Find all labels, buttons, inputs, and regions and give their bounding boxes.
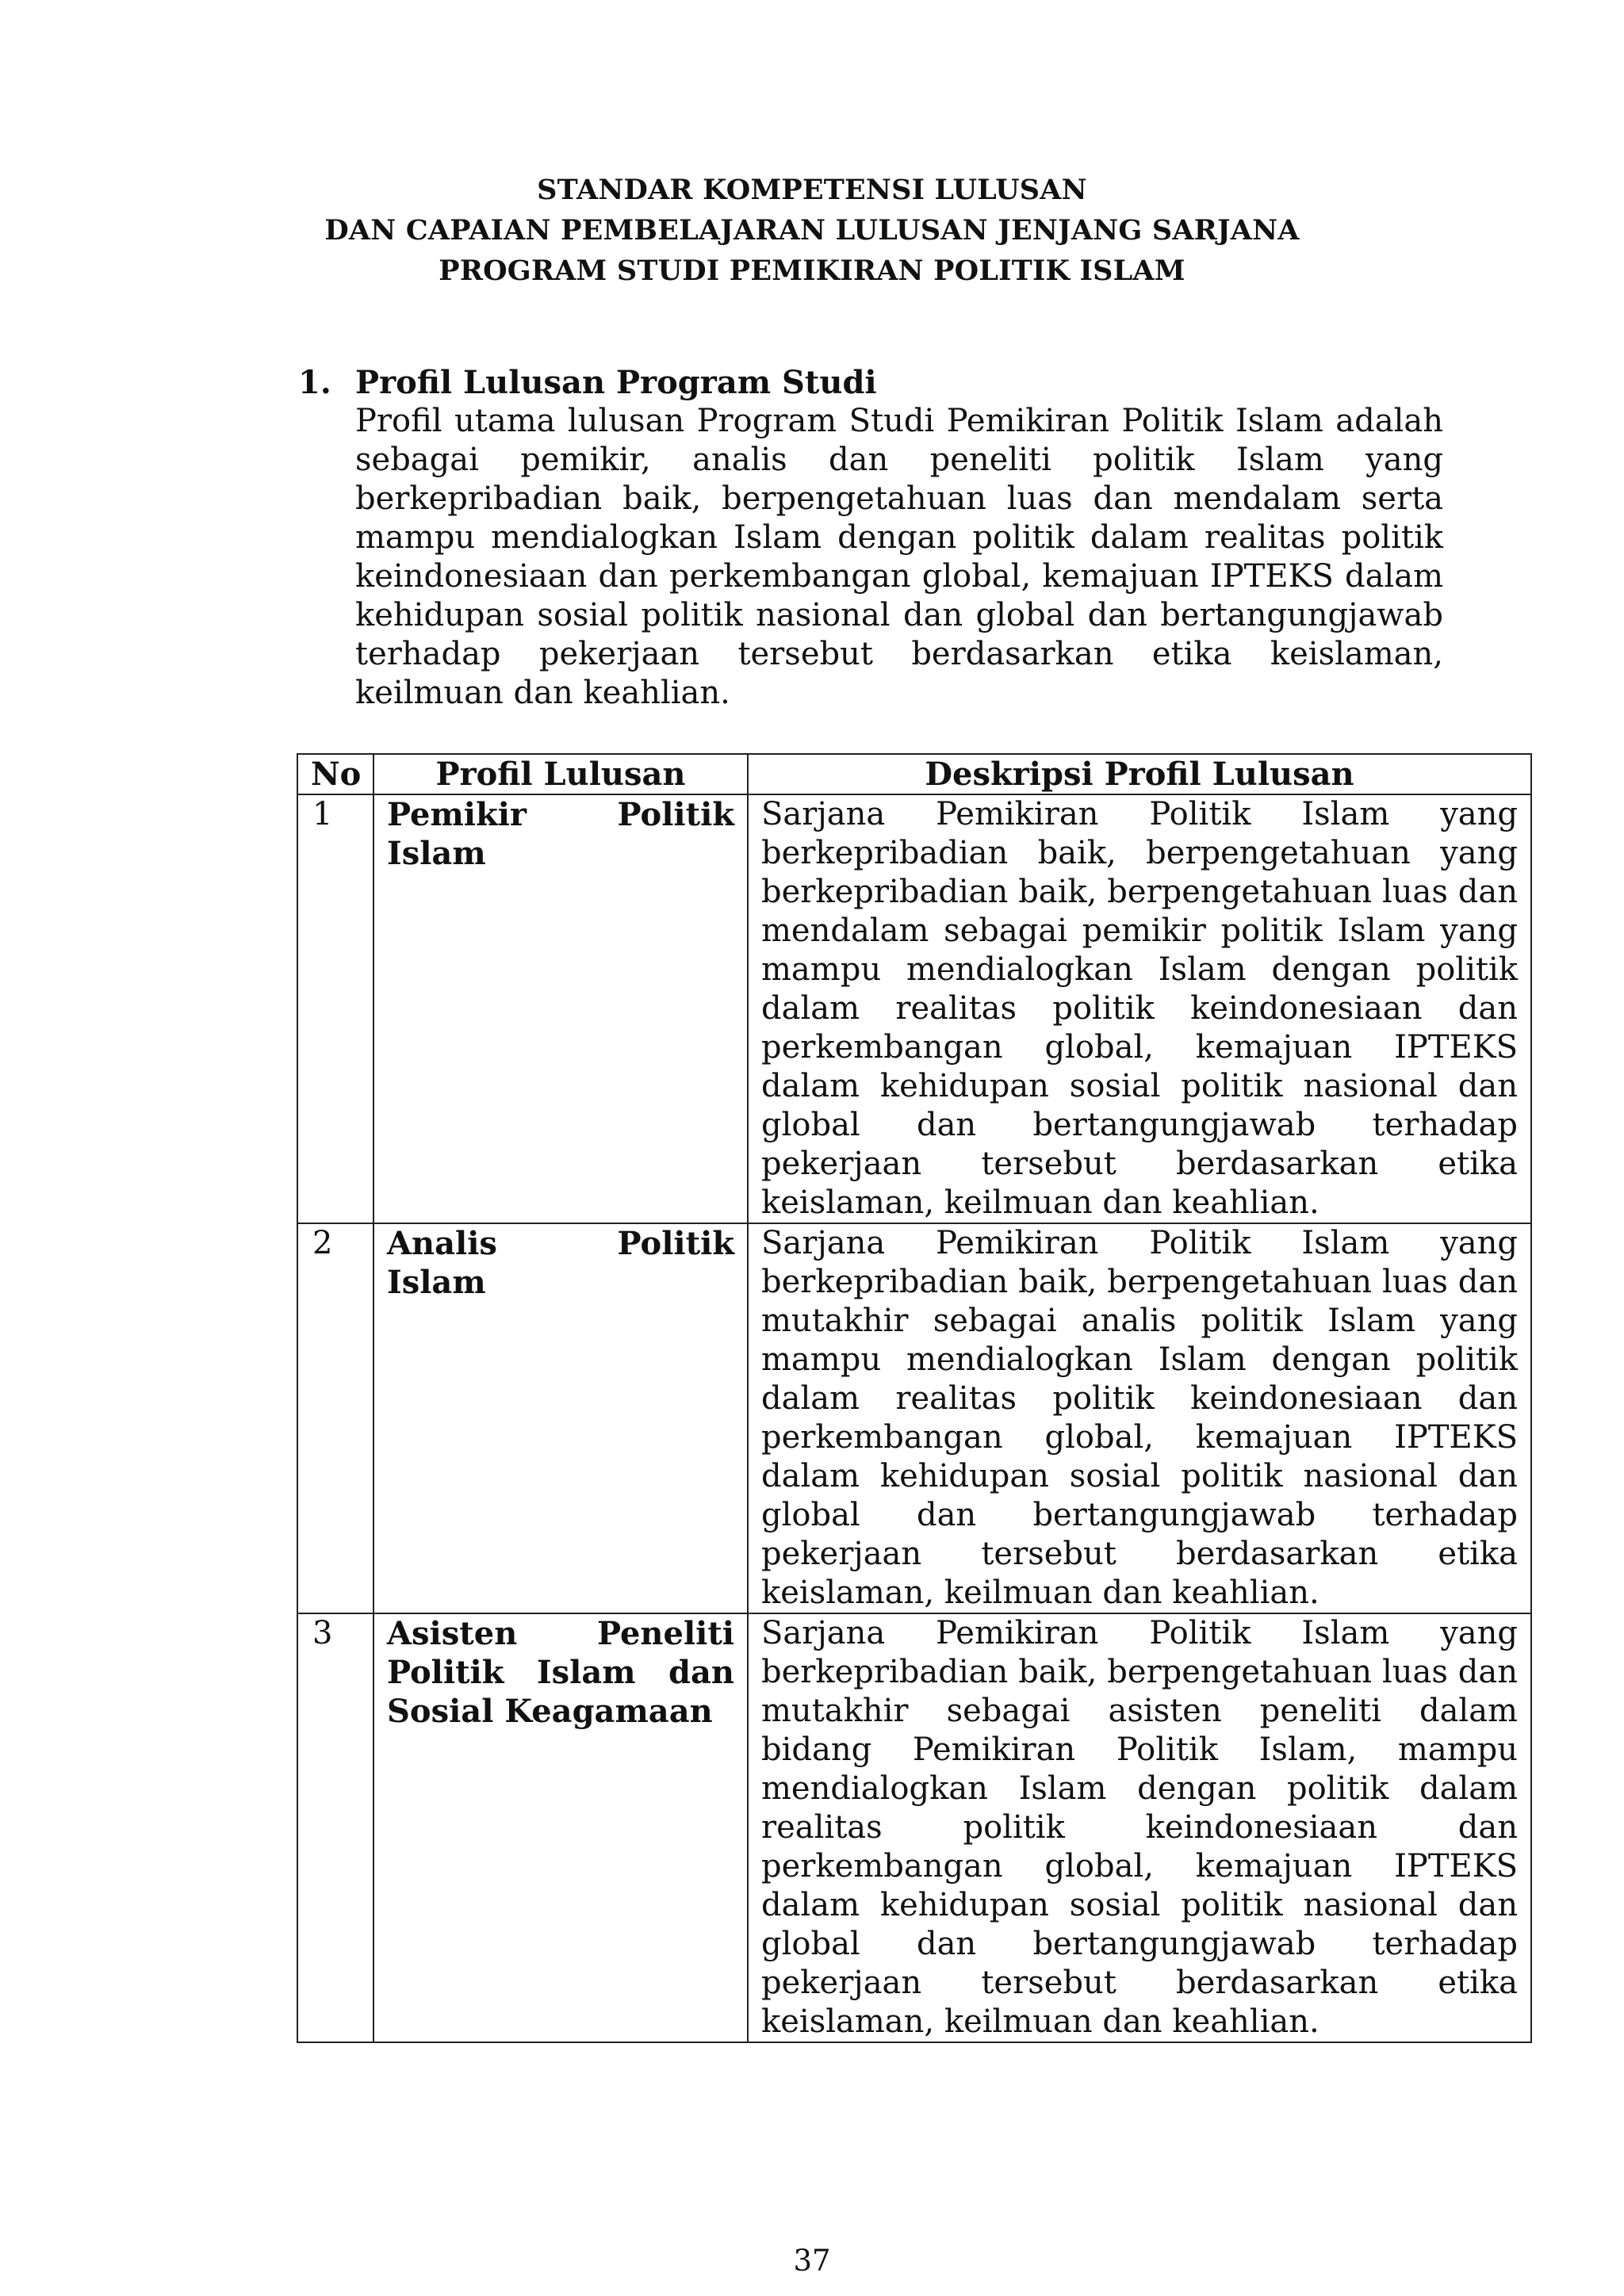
section-profil-lulusan	[298, 363, 1443, 713]
title-line-1: STANDAR KOMPETENSI LULUSAN	[537, 174, 1087, 206]
table-row	[297, 794, 1531, 1223]
section-paragraph: Profil utama lulusan Program Studi Pemikiran Politik Islam adalah sebagai pemikir, analis dan peneliti politik Islam yang berkepribadian baik, berpengetahuan luas dan mendalam serta mampu mendialogkan Islam dengan politik dalam realitas politik keindonesiaan dan perkembangan global, kemajuan IPTEKS dalam kehidupan sosial politik nasional dan global dan bertangungjawab terhadap pekerjaan tersebut berdasarkan etika keislaman, keilmuan dan keahlian.	[355, 403, 1443, 711]
row-number: 2	[297, 1223, 373, 1613]
row-number: 1	[297, 794, 373, 1223]
header-no: No	[297, 754, 373, 794]
row-profile: Analis Politik Islam	[373, 1223, 748, 1613]
table-row	[297, 1613, 1531, 2042]
title-line-2: DAN CAPAIAN PEMBELAJARAN LULUSAN JENJANG SARJANA	[324, 214, 1300, 247]
section-number: 1.	[298, 364, 331, 401]
row-description: Sarjana Pemikiran Politik Islam yang berkepribadian baik, berpengetahuan yang berkepribadian baik, berpengetahuan luas dan mendalam sebagai pemikir politik Islam yang mampu mendialogkan Islam dengan politik dalam realitas politik keindonesiaan dan perkembangan global, kemajuan IPTEKS dalam kehidupan sosial politik nasional dan global dan bertangungjawab terhadap pekerjaan tersebut berdasarkan etika keislaman, keilmuan dan keahlian.	[748, 794, 1531, 1223]
table-header-row	[297, 754, 1531, 794]
header-description: Deskripsi Profil Lulusan	[748, 754, 1531, 794]
table-row	[297, 1223, 1531, 1613]
row-profile: Asisten Peneliti Politik Islam dan Sosial Keagamaan	[373, 1613, 748, 2042]
row-description: Sarjana Pemikiran Politik Islam yang berkepribadian baik, berpengetahuan luas dan mutakhir sebagai analis politik Islam yang mampu mendialogkan Islam dengan politik dalam realitas politik keindonesiaan dan perkembangan global, kemajuan IPTEKS dalam kehidupan sosial politik nasional dan global dan bertangungjawab terhadap pekerjaan tersebut berdasarkan etika keislaman, keilmuan dan keahlian.	[748, 1223, 1531, 1613]
row-number: 3	[297, 1613, 373, 2042]
row-profile: Pemikir Politik Islam	[373, 794, 748, 1223]
page-title	[0, 170, 1624, 291]
profile-table	[297, 753, 1532, 2043]
page-number: 37	[793, 2244, 831, 2278]
title-line-3: PROGRAM STUDI PEMIKIRAN POLITIK ISLAM	[439, 254, 1185, 287]
section-heading-text: Profil Lulusan Program Studi	[355, 364, 877, 401]
section-heading	[298, 363, 1443, 402]
row-description: Sarjana Pemikiran Politik Islam yang berkepribadian baik, berpengetahuan luas dan mutakhir sebagai asisten peneliti dalam bidang Pemikiran Politik Islam, mampu mendialogkan Islam dengan politik dalam realitas politik keindonesiaan dan perkembangan global, kemajuan IPTEKS dalam kehidupan sosial politik nasional dan global dan bertangungjawab terhadap pekerjaan tersebut berdasarkan etika keislaman, keilmuan dan keahlian.	[748, 1613, 1531, 2042]
header-profile: Profil Lulusan	[373, 754, 748, 794]
